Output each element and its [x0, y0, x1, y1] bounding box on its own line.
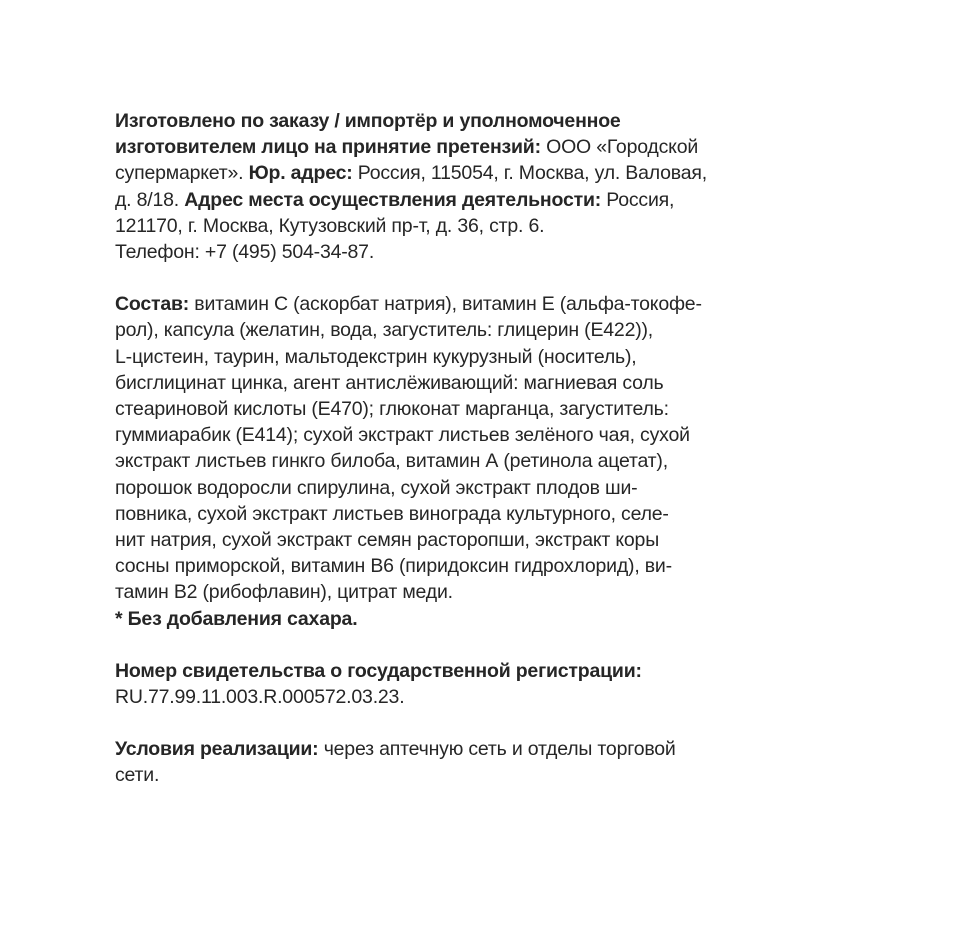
text-line — [115, 213, 805, 239]
text-line — [115, 291, 805, 317]
text-line — [115, 160, 805, 186]
registration-section — [115, 658, 805, 710]
bold-text-run: Состав: — [115, 293, 190, 316]
text-line — [115, 134, 805, 160]
text-run: рол), капсула (желатин, вода, загуститель: глицерин (Е422)), — [115, 319, 654, 342]
text-run: L-цистеин, таурин, мальтодекстрин кукурузный (носитель), — [115, 345, 637, 368]
text-run: повника, сухой экстракт листьев винограда культурного, селе- — [115, 502, 669, 525]
text-run: порошок водоросли спирулина, сухой экстракт плодов ши- — [115, 476, 638, 499]
text-run: ООО «Городской — [540, 136, 699, 159]
bold-text-run: изготовителем лицо на принятие претензий: — [115, 136, 541, 159]
text-line — [115, 501, 805, 527]
text-line — [115, 579, 805, 605]
text-run: нит натрия, сухой экстракт семян расторопши, экстракт коры — [115, 529, 660, 552]
text-run: д. 8/18. — [115, 188, 185, 211]
text-line — [115, 527, 805, 553]
text-run: витамин С (аскорбат натрия), витамин Е (альфа-токофе- — [189, 293, 702, 316]
text-line — [115, 422, 805, 448]
text-run: Россия, — [601, 188, 675, 211]
text-run: экстракт листьев гинкго билоба, витамин А (ретинола ацетат), — [115, 450, 668, 473]
manufacturer-section — [115, 108, 805, 265]
text-run: тамин В2 (рибофлавин), цитрат меди. — [115, 581, 453, 604]
text-line — [115, 736, 805, 762]
text-line — [115, 448, 805, 474]
text-run: сети. — [115, 764, 160, 787]
label-text-document — [115, 108, 805, 815]
bold-text-run: Номер свидетельства о государственной регистрации: — [115, 659, 642, 682]
text-run: через аптечную сеть и отделы торговой — [318, 738, 676, 761]
bold-text-run: Адрес места осуществления деятельности: — [184, 188, 602, 211]
text-run: RU.77.99.11.003.R.000572.03.23. — [115, 686, 405, 709]
text-line — [115, 187, 805, 213]
text-line — [115, 553, 805, 579]
text-line — [115, 684, 805, 710]
composition-section — [115, 291, 805, 632]
text-run: гуммиарабик (Е414); сухой экстракт листьев зелёного чая, сухой — [115, 424, 690, 447]
text-run: супермаркет». — [115, 162, 249, 185]
text-run: сосны приморской, витамин В6 (пиридоксин гидрохлорид), ви- — [115, 555, 672, 578]
bold-text-run: Условия реализации: — [115, 738, 319, 761]
text-line — [115, 317, 805, 343]
text-line — [115, 108, 805, 134]
text-line — [115, 762, 805, 788]
text-line — [115, 344, 805, 370]
text-run: стеариновой кислоты (Е470); глюконат марганца, загуститель: — [115, 398, 669, 421]
text-line — [115, 606, 805, 632]
sale-conditions-section — [115, 736, 805, 788]
bold-text-run: Юр. адрес: — [248, 162, 353, 185]
text-run: 121170, г. Москва, Кутузовский пр-т, д. 36, стр. 6. — [115, 214, 545, 237]
bold-text-run: * Без добавления сахара. — [115, 607, 358, 630]
text-run: бисглицинат цинка, агент антислёживающий: магниевая соль — [115, 371, 664, 394]
text-line — [115, 475, 805, 501]
text-line — [115, 239, 805, 265]
text-run: Телефон: +7 (495) 504-34-87. — [115, 241, 375, 264]
text-run: Россия, 115054, г. Москва, ул. Валовая, — [352, 162, 707, 185]
text-line — [115, 658, 805, 684]
text-line — [115, 370, 805, 396]
text-line — [115, 396, 805, 422]
bold-text-run: Изготовлено по заказу / импортёр и уполномоченное — [115, 110, 621, 132]
